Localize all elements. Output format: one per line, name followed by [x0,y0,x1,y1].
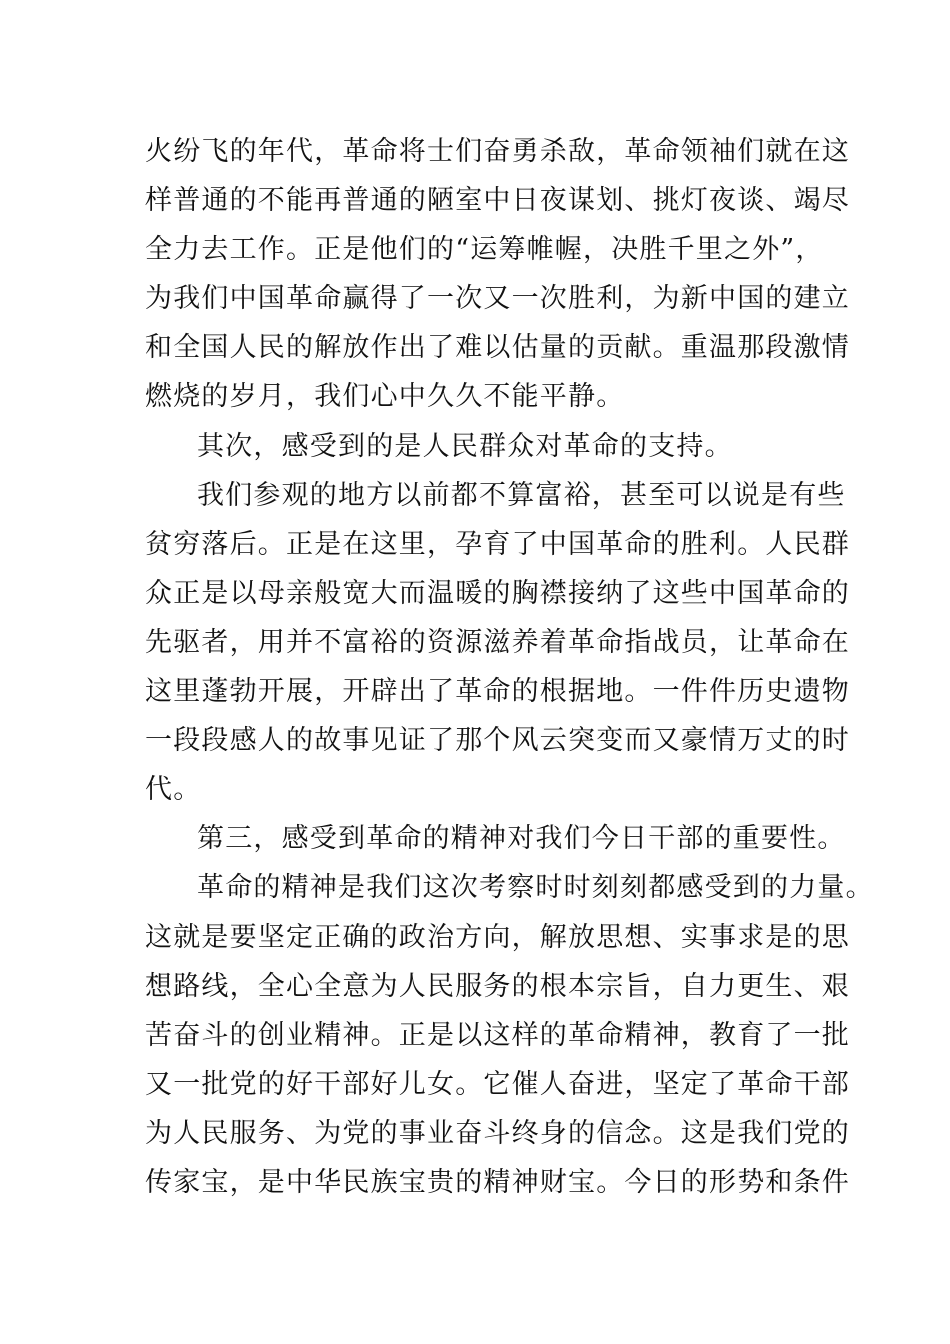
text-line: 又一批党的好干部好儿女。它催人奋进，坚定了革命干部 [145,1068,850,1100]
text-line: 众正是以母亲般宽大而温暖的胸襟接纳了这些中国革命的 [145,577,850,609]
text-line: 贫穷落后。正是在这里，孕育了中国革命的胜利。人民群 [145,528,850,560]
text-line: 想路线，全心全意为人民服务的根本宗旨，自力更生、艰 [145,970,850,1002]
text-line: 这里蓬勃开展，开辟出了革命的根据地。一件件历史遗物 [145,676,850,708]
text-line: 先驱者，用并不富裕的资源滋养着革命指战员，让革命在 [145,626,850,658]
text-line: 传家宝，是中华民族宝贵的精神财宝。今日的形势和条件 [145,1166,850,1198]
text-line: 一段段感人的故事见证了那个风云突变而又豪情万丈的时 [145,725,850,757]
paragraph-start: 革命的精神是我们这次考察时时刻刻都感受到的力量。 [197,872,874,904]
paragraph-start: 我们参观的地方以前都不算富裕，甚至可以说是有些 [197,479,846,511]
text-line: 为人民服务、为党的事业奋斗终身的信念。这是我们党的 [145,1117,850,1149]
text-line: 这就是要坚定正确的政治方向，解放思想、实事求是的思 [145,921,850,953]
section-heading: 其次，感受到的是人民群众对革命的支持。 [197,430,733,462]
text-line: 样普通的不能再普通的陋室中日夜谋划、挑灯夜谈、竭尽 [145,185,850,217]
text-line: 全力去工作。正是他们的“运筹帷幄，决胜千里之外”， [145,234,824,266]
text-line: 为我们中国革命赢得了一次又一次胜利，为新中国的建立 [145,283,850,315]
text-line: 燃烧的岁月，我们心中久久不能平静。 [145,381,625,413]
body-text [145,127,874,1207]
section-heading: 第三，感受到革命的精神对我们今日干部的重要性。 [197,823,846,855]
text-line: 苦奋斗的创业精神。正是以这样的革命精神，教育了一批 [145,1019,850,1051]
text-line: 和全国人民的解放作出了难以估量的贡献。重温那段激情 [145,332,850,364]
text-line: 代。 [145,774,202,806]
text-line: 火纷飞的年代，革命将士们奋勇杀敌，革命领袖们就在这 [145,136,850,167]
